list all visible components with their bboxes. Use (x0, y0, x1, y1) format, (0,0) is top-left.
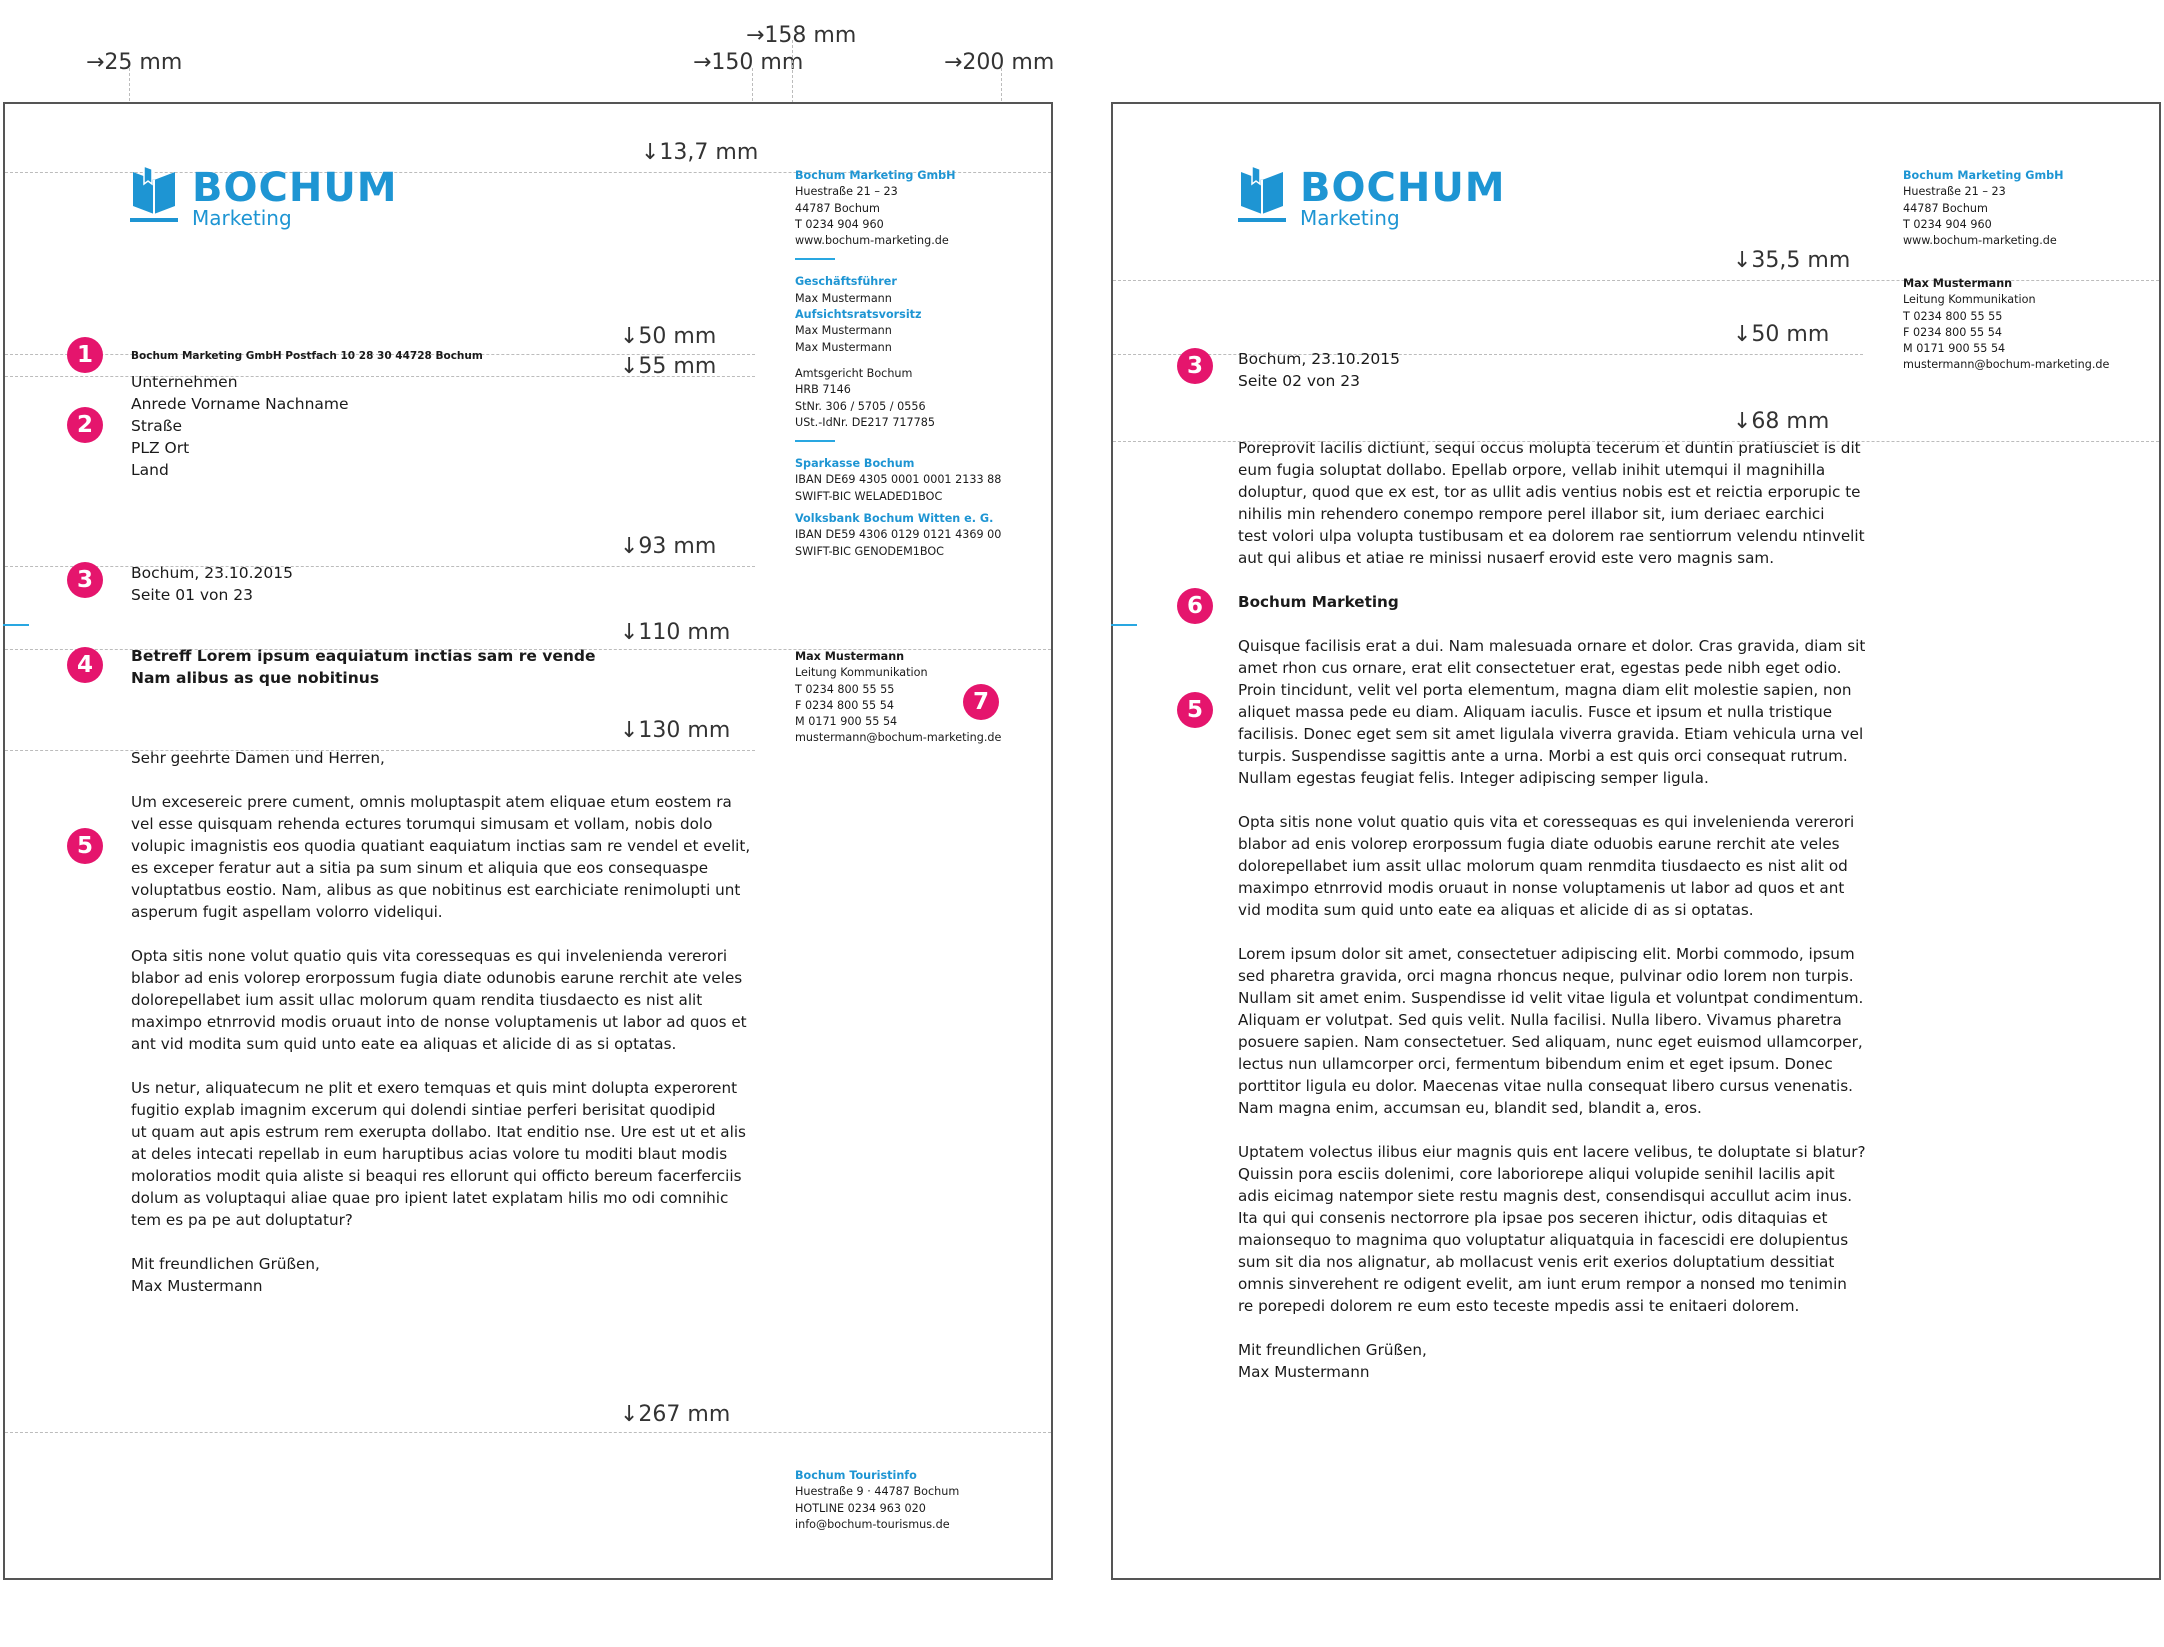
badge-3: 3 (67, 562, 103, 598)
top-mark-150mm: →150 mm (693, 50, 804, 75)
bank-line: IBAN DE69 4305 0001 0001 2133 88 (795, 473, 1002, 487)
logo-wordmark: BOCHUM (1300, 165, 1506, 211)
address-line: Unternehmen (131, 373, 238, 391)
bochum-logo (130, 165, 398, 230)
body-line: doluptur, quod que ex est, tor as ullit adis ventius nobis est et reictia erporupic te (1238, 483, 1861, 501)
gf-name: Max Mustermann (795, 291, 892, 305)
body-line: Nam magna enim, accumsan eu, blandit sed, blandit a, eros. (1238, 1099, 1702, 1117)
paragraph (1238, 437, 1878, 569)
page-count: Seite 02 von 23 (1238, 372, 1361, 390)
bank-line: SWIFT-BIC WELADED1BOC (795, 489, 943, 503)
mark-68mm: ↓68 mm (1733, 409, 1830, 434)
closing-line: Mit freundlichen Grüßen, (1238, 1341, 1427, 1359)
mark-130mm: ↓130 mm (620, 718, 731, 743)
address-line: PLZ Ort (131, 439, 190, 457)
body-line: fugitio explab imagnim excerum qui dolendi sintiae perferi berisitat quodipid (131, 1101, 716, 1119)
body-line: Nullam egestas feugiat felis. Integer adipiscing semper ligula. (1238, 769, 1709, 787)
body-line: omnis sinverehent re odigent evelit, am iunt erum rempor a nonsed mo tenimin (1238, 1275, 1847, 1293)
company-website: www.bochum-marketing.de (1903, 234, 2057, 248)
signature-name: Max Mustermann (131, 1277, 263, 1295)
body-line: aut qui alibus et atiae re minissi nusaerf erovid este vero magnis sam. (1238, 549, 1775, 567)
contact-role: Leitung Kommunikation (795, 666, 928, 680)
subject-line (131, 645, 596, 689)
body-line: Quisque facilisis erat a dui. Nam malesuada ornare et dolor. Cras gravida, diam sit (1238, 637, 1866, 655)
badge-1: 1 (67, 337, 103, 373)
contact-phone: T 0234 800 55 55 (795, 682, 895, 696)
bank-name: Sparkasse Bochum (795, 457, 915, 471)
body-line: aliquet massa pede eu diam. Aliquam iaculis. Fusce et ipsum et nulla tristique (1238, 703, 1833, 721)
mark-93mm: ↓93 mm (620, 534, 717, 559)
separator (795, 258, 835, 260)
guide-267mm (5, 1432, 1051, 1433)
badge-5: 5 (1177, 692, 1213, 728)
contact-mobile: M 0171 900 55 54 (1903, 342, 2006, 356)
body-line: Us netur, aliquatecum ne plit et exero temquas et quis mint dolupta experorent (131, 1079, 738, 1097)
gf-label: Geschäftsführer (795, 275, 897, 289)
badge-5: 5 (67, 828, 103, 864)
contact-email: mustermann@bochum-marketing.de (1903, 358, 2110, 372)
fold-mark (1111, 624, 1137, 626)
body-line: Aliquam er volutpat. Sed quis velit. Nulla facilisi. Nulla libero. Vivamus pharetra (1238, 1011, 1842, 1029)
body-line: Opta sitis none volut quatio quis vita et coressequas es qui invelenienda vererori (1238, 813, 1855, 831)
badge-2: 2 (67, 407, 103, 443)
company-city: 44787 Bochum (1903, 201, 1988, 215)
closing (1238, 1339, 1878, 1383)
contact-name: Max Mustermann (795, 650, 905, 663)
body-line: vid modita sum quid unto eate ea aliquas et alicide di as si optatas. (1238, 901, 1754, 919)
contact-email: mustermann@bochum-marketing.de (795, 731, 1002, 745)
fold-mark (3, 624, 29, 626)
letter-page-2 (1111, 102, 2161, 1580)
address-line: Anrede Vorname Nachname (131, 395, 349, 413)
body-line: eum fugia soluptat dollabo. Epellab orpore, vellab inihit utemqui il magnihilla (1238, 461, 1826, 479)
letter-page-1 (3, 102, 1053, 1580)
sidebar-tourist (795, 1468, 959, 1533)
letter-body (131, 747, 751, 1319)
court-line: USt.-IdNr. DE217 717785 (795, 415, 936, 429)
body-line: blabor ad enis volorep erorpossum fugia diate odunobis earune rerchit ate veles (131, 969, 743, 987)
contact-phone: T 0234 800 55 55 (1903, 309, 2003, 323)
logo-subtitle: Marketing (1300, 206, 1400, 230)
badge-7: 7 (963, 684, 999, 720)
body-line: ut quam aut apis estrum rem exerupta dollabo. Itat enditio nse. Ure est ut et alis (131, 1123, 746, 1141)
body-line: dolum as voluptaqui aliae quae pro ipient latet explatam hilis mo odi comnihic (131, 1189, 729, 1207)
sidebar-contact (795, 649, 1001, 747)
court-line: Amtsgericht Bochum (795, 366, 913, 380)
body-line: at deles intecati repellab in eum haruptibus acias volore tu moditi blaut modis (131, 1145, 728, 1163)
paragraph (1238, 635, 1878, 789)
book-icon (130, 166, 178, 224)
body-line: dolorepellabet ium assit ullac molorum quam rendita tiusdaecto es nist alit (131, 991, 703, 1009)
body-line: asperum fugit aspellam volorro videliqui. (131, 903, 443, 921)
contact-name: Max Mustermann (1903, 277, 2013, 290)
body-line: porttitor ligula eu dolor. Maecenas vitae nulla consequat libero cursus venenatis. (1238, 1077, 1853, 1095)
subject-text: Nam alibus as que nobitinus (131, 669, 380, 687)
mark-50mm: ↓50 mm (620, 324, 717, 349)
court-line: HRB 7146 (795, 383, 851, 397)
separator (795, 440, 835, 442)
paragraph (1238, 811, 1878, 921)
closing (131, 1253, 751, 1297)
paragraph (131, 791, 751, 923)
paragraph (131, 945, 751, 1055)
company-phone: T 0234 904 960 (795, 217, 884, 231)
page-count: Seite 01 von 23 (131, 586, 254, 604)
tourist-line: info@bochum-tourismus.de (795, 1517, 950, 1531)
bank-line: SWIFT-BIC GENODEM1BOC (795, 544, 944, 558)
body-line: ant vid modita sum quid unto eate ea aliquas et alicide di as si optatas. (131, 1035, 677, 1053)
body-line: voluptatbus eostio. Nam, alibus as que nobitinus est earchiciate renimolupti unt (131, 881, 741, 899)
badge-4: 4 (67, 647, 103, 683)
address-line: Straße (131, 417, 183, 435)
body-line: dolorepellabet ium assit ullac molorum quam renmdita tiusdaecto es nist alit od (1238, 857, 1848, 875)
bank-name: Volksbank Bochum Witten e. G. (795, 512, 994, 526)
body-line: sed pharetra gravida, orci magna rhoncus neque, pulvinar odio lorem non turpis. (1238, 967, 1854, 985)
mark-110mm: ↓110 mm (620, 620, 731, 645)
body-line: sum sit dia nos alignatur, ab mollacust venis erit exerios doluptatium dessitiat (1238, 1253, 1835, 1271)
body-line: tem es pa pe aut doluptatur? (131, 1211, 353, 1229)
company-phone: T 0234 904 960 (1903, 217, 1992, 231)
top-mark-25mm: →25 mm (86, 50, 183, 75)
sender-line: Bochum Marketing GmbH Postfach 10 28 30 44728 Bochum (131, 350, 483, 362)
body-line: moloratios modit quia aliste si beaqui res ellorunt qui officto bereum facerferciis (131, 1167, 742, 1185)
mark-35mm: ↓35,5 mm (1733, 248, 1851, 273)
company-street: Huestraße 21 – 23 (1903, 185, 2006, 199)
company-name: Bochum Marketing GmbH (1903, 169, 2064, 182)
body-line: amet rhon cus ornare, erat elit consectetuer erat, egestas pede nibh eget odio. (1238, 659, 1842, 677)
letter-body (1238, 437, 1878, 1405)
body-line: test volori ulpa volupta tustibusam et ea dolorem rae sentiorrum velendu ntinvelit (1238, 527, 1865, 545)
mark-13mm: ↓13,7 mm (641, 140, 759, 165)
court-line: StNr. 306 / 5705 / 0556 (795, 399, 926, 413)
body-line: Um excesereic prere cument, omnis moluptaspit atem eliquae etum eostem ra (131, 793, 732, 811)
body-line: Lorem ipsum dolor sit amet, consectetuer adipiscing elit. Morbi commodo, ipsum (1238, 945, 1855, 963)
guide-93mm (5, 566, 755, 567)
company-street: Huestraße 21 – 23 (795, 185, 898, 199)
mark-55mm: ↓55 mm (620, 354, 717, 379)
body-line: maximpo etnrrovid modis oruaut into de nonse voluptamenis ut labor ad quos et (131, 1013, 747, 1031)
body-line: turpis. Suspendisse sagittis ante a urna. Morbi a est quis orci consequat rutrum. (1238, 747, 1848, 765)
sidebar-company (795, 168, 1001, 560)
date-block (131, 562, 293, 606)
contact-fax: F 0234 800 55 54 (1903, 325, 2002, 339)
bochum-logo (1238, 165, 1506, 230)
mark-50mm: ↓50 mm (1733, 322, 1830, 347)
body-line: Quissin pora esciis dolenimi, core laboriorepe aliqui volupide senihil lacilis apit (1238, 1165, 1835, 1183)
body-line: maximpo etnrrovid modis oruaut in nonse voluptamenis ut labor ad quos et ant (1238, 879, 1845, 897)
bank-line: IBAN DE59 4306 0129 0121 4369 00 (795, 528, 1002, 542)
mark-267mm: ↓267 mm (620, 1402, 731, 1427)
closing-line: Mit freundlichen Grüßen, (131, 1255, 320, 1273)
body-line: nihilis min rehendero conempo rempore perel illabor sit, ium deriaec earchici (1238, 505, 1825, 523)
body-line: Poreprovit lacilis dictiunt, sequi occus molupta tecerum et duntin pratiusciet is dit (1238, 439, 1861, 457)
tourist-name: Bochum Touristinfo (795, 1469, 917, 1482)
body-line: blabor ad enis volorep erorpossum fugia diate oduobis earune rerchit ate veles (1238, 835, 1840, 853)
guide-50mm (1113, 354, 1863, 355)
top-mark-200mm: →200 mm (944, 50, 1055, 75)
contact-role: Leitung Kommunikation (1903, 293, 2036, 307)
salutation: Sehr geehrte Damen und Herren, (131, 749, 385, 767)
paragraph (1238, 943, 1878, 1119)
contact-fax: F 0234 800 55 54 (795, 698, 894, 712)
ar-label: Aufsichtsratsvorsitz (795, 308, 922, 322)
body-line: re porepedi dolorem re eum esto teceste mpedis assi te enitaeri dolorem. (1238, 1297, 1800, 1315)
body-line: facilisis. Donec eget sem sit amet ligulala viverra gravida. Etiam vehicula urna vel (1238, 725, 1864, 743)
recipient-address (131, 371, 349, 481)
body-line: maionsequo to magnima quo voluptatur aliquatquia in facescidi ere dolupientus (1238, 1231, 1849, 1249)
company-city: 44787 Bochum (795, 201, 880, 215)
badge-3: 3 (1177, 348, 1213, 384)
tourist-line: Huestraße 9 · 44787 Bochum (795, 1485, 960, 1499)
body-line: Opta sitis none volut quatio quis vita coressequas es qui invelenienda vererori (131, 947, 728, 965)
paragraph (131, 1077, 751, 1231)
body-line: vel esse quisquam rehenda ectures torumqui simusam et vollam, nobis dolo (131, 815, 713, 833)
section-heading: Bochum Marketing (1238, 593, 1399, 611)
sidebar-company (1903, 168, 2064, 249)
body-line: Proin tincidunt, velit vel porta elementum, magna diam elit molestie sapien, non (1238, 681, 1852, 699)
ar-name: Max Mustermann (795, 324, 892, 338)
date-text: Bochum, 23.10.2015 (1238, 350, 1400, 368)
body-line: Nullam sit amet enim. Suspendisse id velit vitae ligula et voluntpat condimentum. (1238, 989, 1864, 1007)
body-line: volupic imagnistis eos quodia quatiant eaquiatum inctias sam re vendel et evelit, (131, 837, 751, 855)
logo-subtitle: Marketing (192, 206, 292, 230)
date-block (1238, 348, 1400, 392)
ar-name: Max Mustermann (795, 340, 892, 354)
company-website: www.bochum-marketing.de (795, 234, 949, 248)
book-icon (1238, 166, 1286, 224)
body-line: lectus nun ullamcorper orci, fermentum bibendum enim et eget ipsum. Donec (1238, 1055, 1833, 1073)
contact-mobile: M 0171 900 55 54 (795, 715, 898, 729)
address-line: Land (131, 461, 169, 479)
top-mark-158mm: →158 mm (746, 23, 857, 48)
body-line: adis eicimag natempor siete restu magnis dest, consendisqui accullut acim inus. (1238, 1187, 1853, 1205)
paragraph (1238, 1141, 1878, 1317)
logo-wordmark: BOCHUM (192, 165, 398, 211)
date-text: Bochum, 23.10.2015 (131, 564, 293, 582)
badge-6: 6 (1177, 588, 1213, 624)
company-name: Bochum Marketing GmbH (795, 169, 956, 182)
body-line: Ita qui qui consenis nectorrore pla ipsae pos seceren ihictur, odis ditaquias et (1238, 1209, 1828, 1227)
subject-text: Betreff Lorem ipsum eaquiatum inctias sam re vende (131, 647, 596, 665)
body-line: posuere sapien. Nam consectetuer. Sed aliquam, nunc eget euismod ullamcorper, (1238, 1033, 1863, 1051)
body-line: Uptatem volectus ilibus eiur magnis quis ent lacere velibus, te doluptate si blatur? (1238, 1143, 1866, 1161)
sidebar-contact (1903, 276, 2109, 374)
tourist-line: HOTLINE 0234 963 020 (795, 1501, 926, 1515)
signature-name: Max Mustermann (1238, 1363, 1370, 1381)
body-line: es exceper feratur aut a sitia pa sum sinum et aliquia que eos consequaspe (131, 859, 709, 877)
